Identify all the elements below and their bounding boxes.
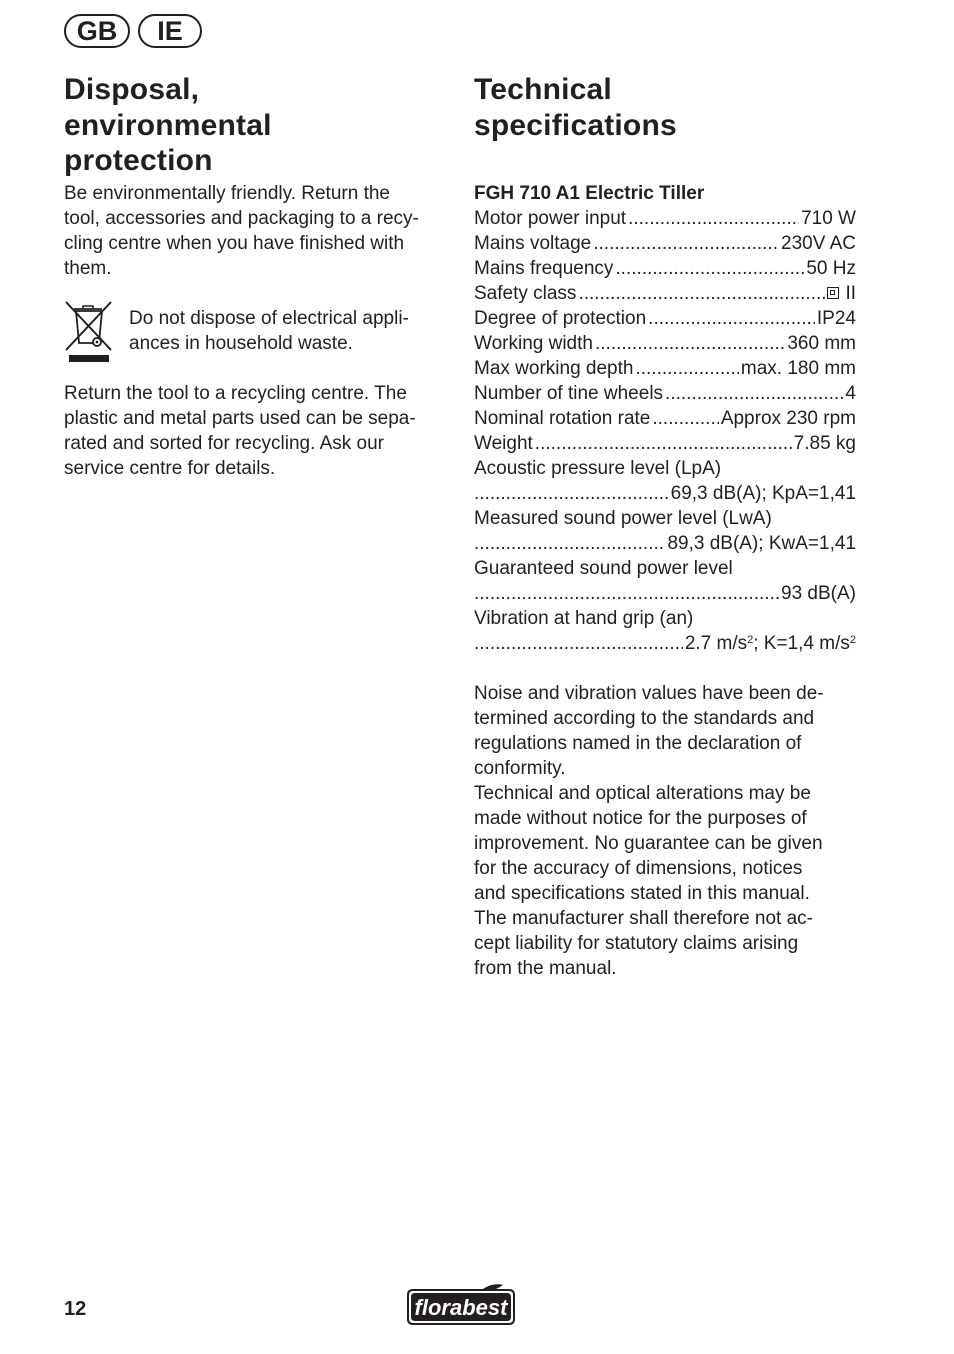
spec-label: Safety class (474, 283, 577, 304)
spec-label: Degree of protection (474, 308, 647, 329)
spec-value: Approx 230 rpm (720, 408, 856, 429)
disposal-heading-line: Disposal, (64, 73, 200, 106)
spec-label-measured-sound-power: Measured sound power level (LwA) (474, 508, 772, 529)
spec-value: 50 Hz (806, 258, 856, 279)
spec-row-vibration (474, 631, 856, 656)
text-line: Technical and optical alterations may be (474, 783, 811, 804)
spec-label-acoustic-pressure: Acoustic pressure level (LpA) (474, 458, 722, 479)
spec-row-guaranteed-sound-power (474, 581, 856, 606)
florabest-logo (405, 1281, 517, 1327)
spec-value: IP24 (816, 308, 856, 329)
text-line: termined according to the standards and (474, 708, 815, 729)
leader-dots (578, 281, 825, 306)
spec-row-mains-frequency (474, 256, 856, 281)
text-line: cling centre when you have finished with (64, 233, 405, 254)
spec-label: Working width (474, 333, 593, 354)
spec-row-working-width (474, 331, 856, 356)
language-badge-gb: GB (64, 14, 130, 48)
spec-label: Mains voltage (474, 233, 592, 254)
leader-dots (474, 631, 683, 656)
leader-dots (648, 306, 815, 331)
text-line: The manufacturer shall therefore not ac- (474, 908, 814, 929)
spec-label: Mains frequency (474, 258, 614, 279)
model-name: FGH 710 A1 Electric Tiller (474, 183, 705, 204)
spec-row-mains-voltage (474, 231, 856, 256)
leader-dots (628, 206, 799, 231)
spec-value: 4 (845, 383, 856, 404)
spec-row-max-working-depth (474, 356, 856, 381)
spec-value: 230V AC (781, 233, 856, 254)
spec-row-acoustic-pressure (474, 481, 856, 506)
spec-value: II (845, 283, 856, 304)
vibration-value-k: ; K=1,4 m/s (753, 633, 850, 654)
text-line: from the manual. (474, 958, 617, 979)
text-line: Noise and vibration values have been de- (474, 683, 824, 704)
exponent: 2 (747, 634, 754, 646)
spec-value (685, 631, 856, 656)
text-line: for the accuracy of dimensions, notices (474, 858, 803, 879)
alterations-note (474, 781, 823, 981)
spec-value: 89,3 dB(A); KwA=1,41 (667, 533, 856, 554)
text-line: tool, accessories and packaging to a recy- (64, 208, 419, 229)
vibration-value-a: 2.7 m/s (684, 633, 748, 654)
spec-label: Max working depth (474, 358, 634, 379)
disposal-intro-paragraph (64, 181, 419, 281)
spec-row-degree-of-protection (474, 306, 856, 331)
text-line: and specifications stated in this manual. (474, 883, 810, 904)
spec-row-weight (474, 431, 856, 456)
leader-dots (595, 331, 785, 356)
brand-wordmark: florabest (414, 1295, 508, 1320)
tech-heading-line: specifications (474, 108, 677, 142)
spec-label: Motor power input (474, 208, 627, 229)
text-line: service centre for details. (64, 458, 276, 479)
leader-dots (665, 381, 843, 406)
disposal-heading-line: environmental (64, 108, 272, 142)
text-line: plastic and metal parts used can be sepa- (64, 408, 416, 429)
spec-row-tine-wheels (474, 381, 856, 406)
protection-class-ii-icon (827, 287, 839, 299)
spec-row-measured-sound-power (474, 531, 856, 556)
disposal-heading-line: protection (64, 144, 213, 177)
text-line: made without notice for the purposes of (474, 808, 807, 829)
leader-dots (474, 531, 665, 556)
crossed-out-wheelie-bin-icon (64, 298, 114, 364)
text-line: ances in household waste. (129, 333, 353, 354)
text-line: regulations named in the declaration of (474, 733, 802, 754)
spec-value: 710 W (801, 208, 856, 229)
leader-dots (474, 581, 779, 606)
spec-label: Weight (474, 433, 533, 454)
leader-dots (615, 256, 804, 281)
text-line: Be environmentally friendly. Return the (64, 183, 390, 204)
noise-vibration-note (474, 681, 824, 781)
spec-table (474, 181, 856, 656)
text-line: improvement. No guarantee can be given (474, 833, 823, 854)
technical-specifications-heading (474, 72, 874, 143)
spec-value: max. 180 mm (740, 358, 856, 379)
spec-value: 69,3 dB(A); KpA=1,41 (670, 483, 856, 504)
text-line: Do not dispose of electrical appli- (129, 308, 409, 329)
spec-row-motor-power (474, 206, 856, 231)
disposal-heading (64, 72, 444, 179)
weee-note-paragraph (129, 306, 409, 356)
spec-value: 7.85 kg (793, 433, 856, 454)
text-line: cept liability for statutory claims arising (474, 933, 799, 954)
leader-dots (593, 231, 779, 256)
text-line: conformity. (474, 758, 566, 779)
spec-label-vibration: Vibration at hand grip (an) (474, 608, 694, 629)
spec-value: 93 dB(A) (781, 583, 856, 604)
tech-heading-line: Technical (474, 73, 612, 106)
leader-dots (652, 406, 718, 431)
leader-dots (535, 431, 792, 456)
text-line: Return the tool to a recycling centre. The (64, 383, 407, 404)
exponent: 2 (849, 634, 856, 646)
text-line: them. (64, 258, 112, 279)
spec-value: 360 mm (787, 333, 856, 354)
text-line: rated and sorted for recycling. Ask our (64, 433, 384, 454)
recycling-paragraph (64, 381, 416, 481)
spec-row-safety-class (474, 281, 856, 306)
spec-label: Number of tine wheels (474, 383, 664, 404)
language-badge-ie: IE (138, 14, 202, 48)
spec-row-rotation-rate (474, 406, 856, 431)
page-number: 12 (64, 1298, 87, 1320)
leader-dots (635, 356, 738, 381)
leader-dots (474, 481, 669, 506)
spec-label-guaranteed-sound-power: Guaranteed sound power level (474, 558, 733, 579)
spec-label: Nominal rotation rate (474, 408, 651, 429)
